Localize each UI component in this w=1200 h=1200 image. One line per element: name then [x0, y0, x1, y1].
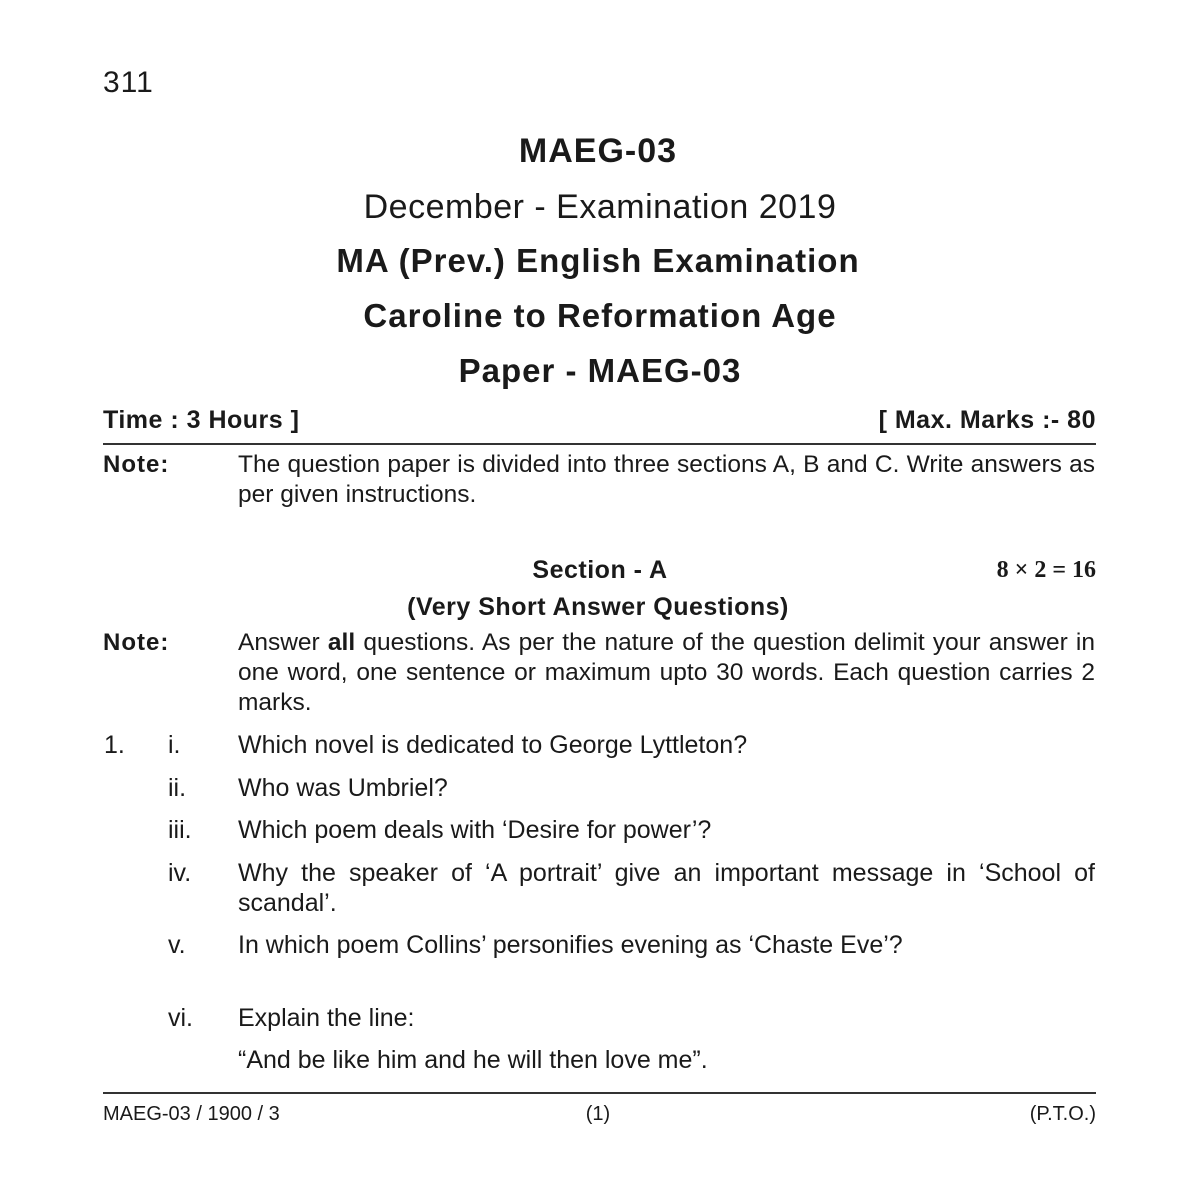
section-a-subtitle: (Very Short Answer Questions): [407, 593, 789, 621]
general-note-label: Note:: [103, 451, 170, 478]
max-marks-label: [ Max. Marks :- 80: [878, 406, 1096, 434]
subject-heading: Caroline to Reformation Age: [363, 297, 837, 334]
section-a-title: Section - A: [532, 556, 668, 584]
question-text: Which novel is dedicated to George Lyttleton?: [238, 731, 748, 759]
section-a-marks: 8 × 2 = 16: [996, 557, 1096, 583]
general-note-text: The question paper is divided into three sections A, B and C. Write answers as per given instructions.: [238, 451, 1095, 508]
session-heading: December - Examination 2019: [363, 188, 837, 226]
emphasis-all: all: [327, 629, 356, 656]
footer-divider: [103, 1092, 1096, 1094]
page-code: 311: [103, 66, 154, 99]
paper-heading: Paper - MAEG-03: [458, 352, 742, 389]
question-number: 1.: [104, 731, 125, 759]
question-text: Which poem deals with ‘Desire for power’?: [238, 816, 712, 844]
question-text: Who was Umbriel?: [238, 774, 448, 802]
question-text: Explain the line:: [238, 1004, 415, 1032]
footer-page-number: (1): [585, 1103, 611, 1125]
footer-code: MAEG-03 / 1900 / 3: [103, 1103, 280, 1125]
question-text: In which poem Collins’ personifies evening as ‘Chaste Eve’?: [238, 931, 903, 959]
footer-pto: (P.T.O.): [1029, 1103, 1096, 1125]
question-text: Why the speaker of ‘A portrait’ give an important message in ‘School of scandal’.: [238, 859, 1095, 917]
question-roman: iv.: [168, 859, 192, 887]
question-roman: ii.: [168, 774, 187, 802]
question-roman: v.: [168, 931, 186, 959]
section-a-note-label: Note:: [103, 629, 170, 656]
time-marks-row: [103, 406, 1096, 435]
paper-code-heading: MAEG-03: [518, 132, 678, 170]
course-heading: MA (Prev.) English Examination: [336, 242, 860, 279]
question-roman: vi.: [168, 1004, 193, 1032]
header-divider: [103, 443, 1096, 445]
question-roman: iii.: [168, 816, 192, 844]
question-roman: i.: [168, 731, 181, 759]
time-label: Time : 3 Hours ]: [103, 406, 300, 434]
section-a-note-text: Answer all questions. As per the nature of the question delimit your answer in one word, one sentence or maximum upto 30 words. Each question carries 2 marks.: [238, 629, 1095, 716]
question-quote: “And be like him and he will then love me”.: [238, 1046, 708, 1074]
